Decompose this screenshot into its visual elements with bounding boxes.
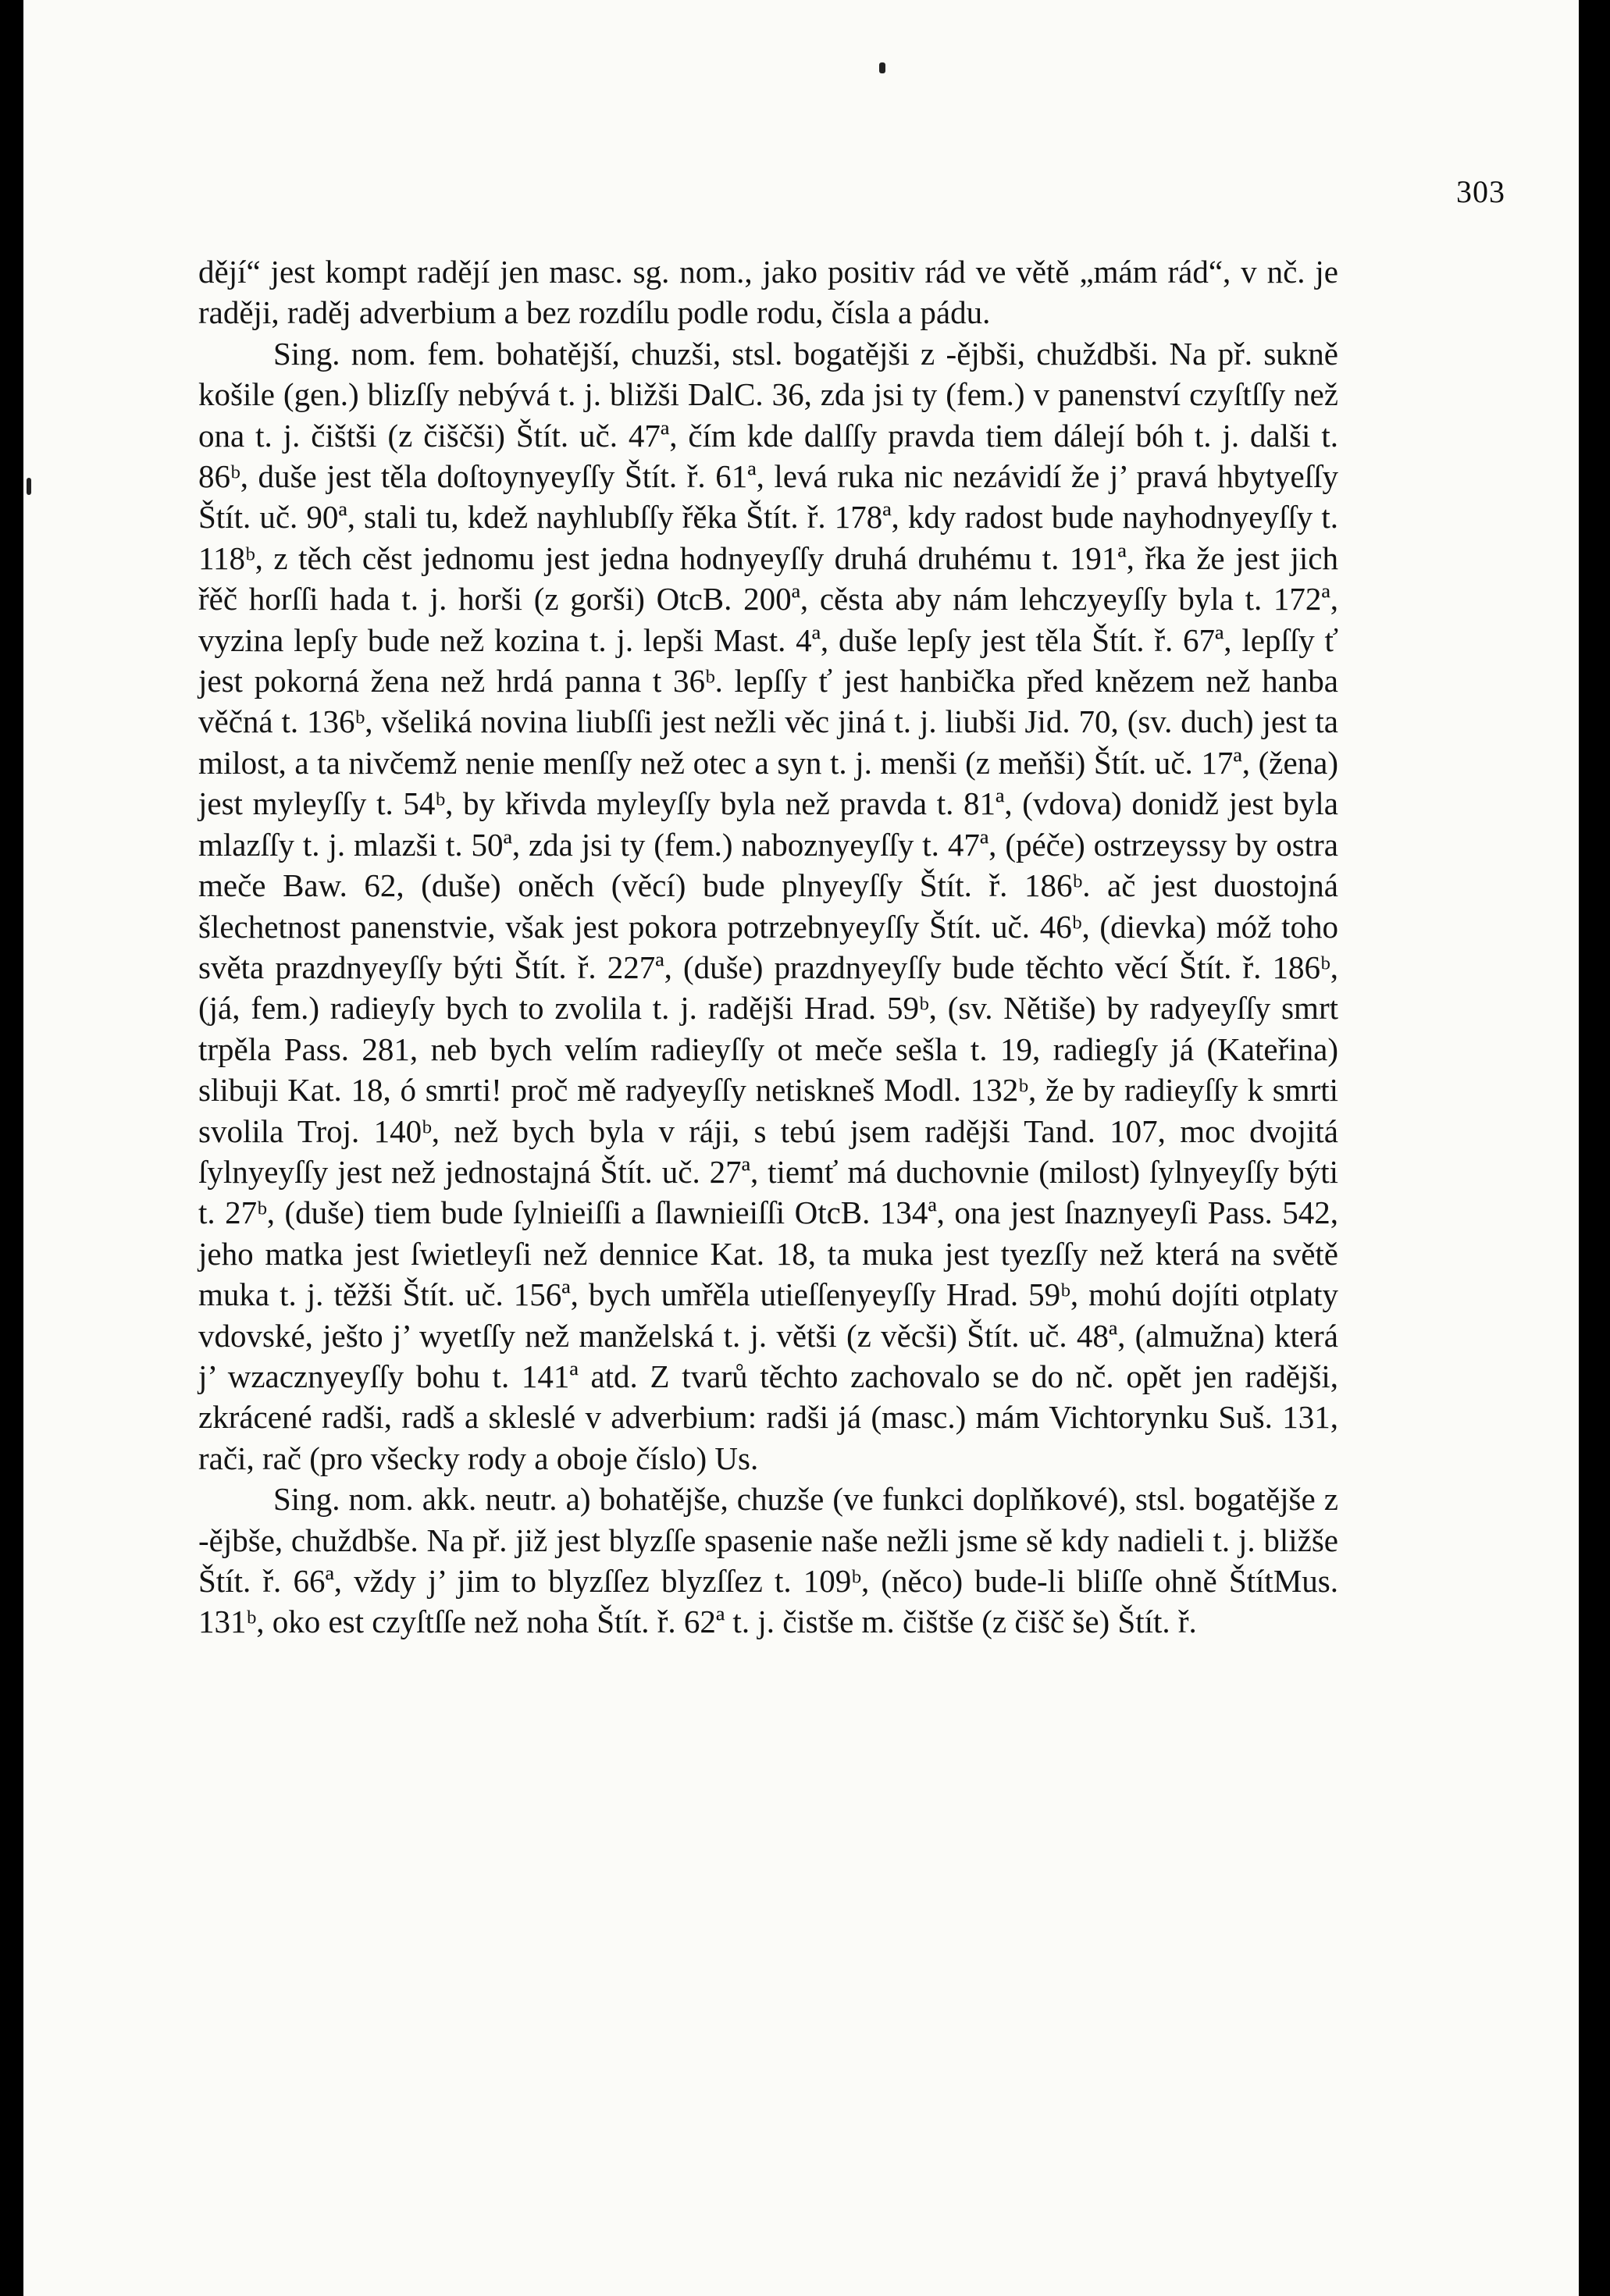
- book-page: [23, 0, 1579, 2296]
- page-number: 303: [1456, 174, 1505, 209]
- paragraph-3: Sing. nom. akk. neutr. a) bohatějše, chuzše (ve funkci doplňkové), stsl. bogatějše z -ějbše, chuždbše. Na př. již jest blyzſſe spasenie naše nežli jsme sě kdy nadieli t. j. bližše Štít. ř. 66ª, vždy j’ jim to blyzſſez blyzſſez t. 109ᵇ, (něco) bude-li bliſſe ohně ŠtítMus. 131ᵇ, oko est czyſtſſe než noha Štít. ř. 62ª t. j. čistše m. čištše (z čišč še) Štít. ř.: [198, 1481, 1338, 1640]
- speck-mark: [879, 62, 885, 73]
- paragraph-2: Sing. nom. fem. bohatější, chuzši, stsl. bogatějši z -ějbši, chuždbši. Na př. sukně košile (gen.) blizſſy nebývá t. j. bližši DalC. 36, zda jsi ty (fem.) v panenství czyſtſſy než ona t. j. čištši (z čiščši) Štít. uč. 47ª, čím kde dalſſy pravda tiem dálejí bóh t. j. dalši t. 86ᵇ, duše jest těla doſtoynyeyſſy Štít. ř. 61ª, levá ruka nic nezávidí že j’ pravá hbytyeſſy Štít. uč. 90ª, stali tu, kdež nayhlubſſy řěka Štít. ř. 178ª, kdy radost bude nayhodnyeyſſy t. 118ᵇ, z těch cěst jednomu jest jedna hodnyeyſſy druhá druhému t. 191ª, řka že jest jich řěč horſſi hada t. j. horši (z gorši) OtcB. 200ª, cěsta aby nám lehczyeyſſy byla t. 172ª, vyzina lepſy bude než kozina t. j. lepši Mast. 4ª, duše lepſy jest těla Štít. ř. 67ª, lepſſy ť jest pokorná žena než hrdá panna t 36ᵇ. lepſſy ť jest hanbička před knězem než hanba věčná t. 136ᵇ, všeliká novina liubſſi jest nežli věc jiná t. j. liubši Jid. 70, (sv. duch) jest ta milost, a ta nivčemž nenie menſſy než otec a syn t. j. menši (z meňši) Štít. uč. 17ª, (žena) jest myleyſſy t. 54ᵇ, by křivda myleyſſy byla než pravda t. 81ª, (vdova) donidž jest byla mlazſſy t. j. mlazši t. 50ª, zda jsi ty (fem.) naboznyeyſſy t. 47ª, (péče) ostrzeyssy by ostra meče Baw. 62, (duše) oněch (věcí) bude plnyeyſſy Štít. ř. 186ᵇ. ač jest duostojná šlechetnost panenstvie, však jest pokora potrzebnyeyſſy Štít. uč. 46ᵇ, (dievka) móž toho světa prazdnyeyſſy býti Štít. ř. 227ª, (duše) prazdnyeyſſy bude těchto věcí Štít. ř. 186ᵇ, (já, fem.) radieyſy bych to zvolila t. j. radějši Hrad. 59ᵇ, (sv. Nětiše) by radyeyſſy smrt trpěla Pass. 281, neb bych velím radieyſſy ot meče sešla t. 19, radiegſy já (Kateřina) slibuji Kat. 18, ó smrti! proč mě radyeyſſy netiskneš Modl. 132ᵇ, že by radieyſſy k smrti svolila Troj. 140ᵇ, než bych byla v ráji, s tebú jsem radějši Tand. 107, moc dvojitá ſylnyeyſſy jest než jednostajná Štít. uč. 27ª, tiemť má duchovnie (milost) ſylnyeyſſy býti t. 27ᵇ, (duše) tiem bude ſylnieiſſi a ſlawnieiſſi OtcB. 134ª, ona jest ſnaznyeyſi Pass. 542, jeho matka jest ſwietleyſi než dennice Kat. 18, ta muka jest tyezſſy než která na světě muka t. j. těžši Štít. uč. 156ª, bych umřěla utieſſenyeyſſy Hrad. 59ᵇ, mohú dojíti otplaty vdovské, ješto j’ wyetſſy než manželská t. j. větši (z věcši) Štít. uč. 48ª, (almužna) která j’ wzacznyeyſſy bohu t. 141ª atd. Z tvarů těchto zachovalo se do nč. opět jen radějši, zkrácené radši, radš a skleslé v adverbium: radši já (masc.) mám Vichtorynku Suš. 131, rači, rač (pro všecky rody a oboje číslo) Us.: [198, 335, 1338, 1476]
- paragraph-1: dějí“ jest kompt radějí jen masc. sg. nom., jako positiv rád ve větě „mám rád“, v nč. je raději, raděj adverbium a bez rozdílu podle rodu, čísla a pádu.: [198, 254, 1338, 331]
- margin-mark: [27, 478, 31, 495]
- body-text: [198, 251, 1338, 1643]
